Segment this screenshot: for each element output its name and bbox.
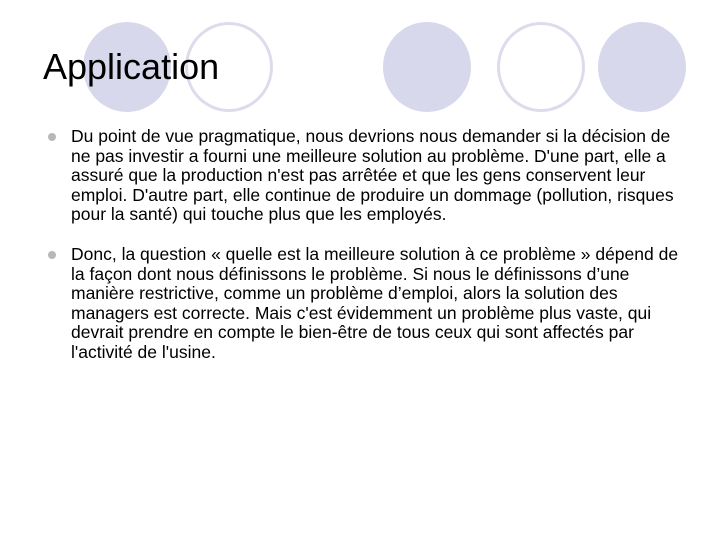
bullet-text: Donc, la question « quelle est la meilleure solution à ce problème » dépend de la façon dont nous définissons le problème. Si nous le définissons d’une manière restrictive, comme un problème d’emploi, alors la solution des managers est correcte. Mais c'est évidemment un problème plus vaste, qui devrait prendre en compte le bien-être de tous ceux qui sont affectés par l'activité de l'usine. (71, 243, 679, 362)
bullet-dot-icon (48, 133, 56, 141)
bullet-dot-icon (48, 251, 56, 259)
slide-title: Application (43, 46, 220, 87)
bullet-item (48, 127, 688, 225)
decorative-filled-circle (383, 22, 471, 112)
decorative-filled-circle (598, 22, 686, 112)
bullet-item (48, 245, 688, 363)
bullet-list (48, 127, 688, 383)
decorative-outline-circle (497, 22, 585, 112)
bullet-text: Du point de vue pragmatique, nous devrions nous demander si la décision de ne pas investir a fourni une meilleure solution au problème. D'une part, elle a assuré que la production n'est pas arrêtée et que les gens conservent leur emploi. D'autre part, elle continue de produire un dommage (pollution, risques pour la santé) qui touche plus que les employés. (71, 126, 674, 225)
